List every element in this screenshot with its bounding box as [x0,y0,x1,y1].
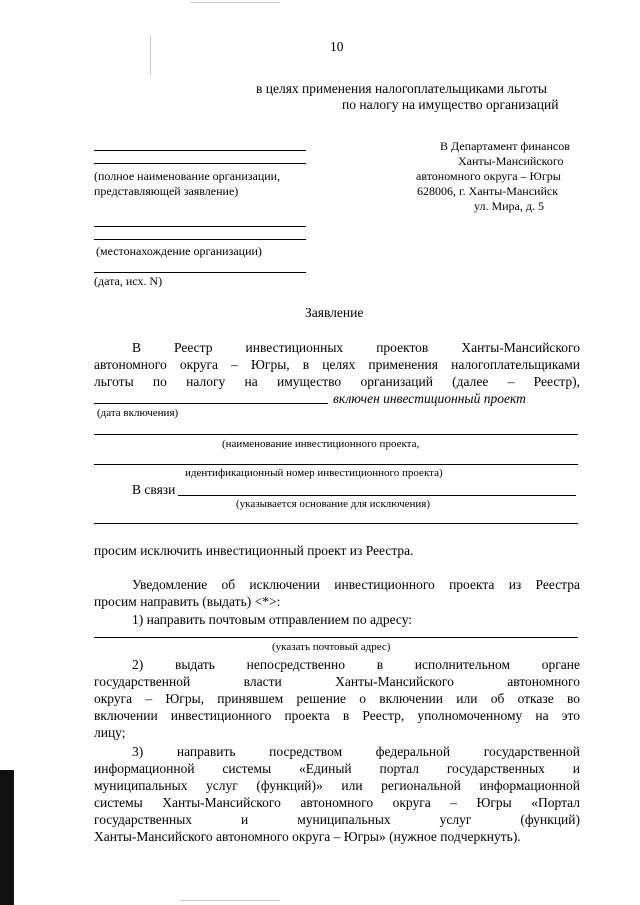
scan-artifact-left [150,35,151,75]
project-id-line [94,464,578,465]
notice-line: Уведомление об исключении инвестиционного проекта из Реестра [132,577,580,592]
addressee-line: Ханты-Мансийского [458,154,564,168]
project-id-caption: идентификационный номер инвестиционного проекта) [185,467,443,479]
location-line-2 [94,239,306,240]
option2-line: государственной власти Ханты-Мансийского автономного [94,674,580,689]
option2 [94,656,580,741]
option2-line: 2) выдать непосредственно в исполнительном органе [132,657,580,672]
page-number: 10 [330,39,344,54]
para1-line: В Реестр инвестиционных проектов Ханты-Мансийского [132,340,580,355]
addressee-line: В Департамент финансов [440,139,570,153]
location-caption: (местонахождение организации) [96,244,262,258]
scan-artifact-bottom [180,900,280,901]
reason-caption: (указывается основание для исключения) [236,498,430,510]
project-name-line [94,434,578,435]
org-name-caption [94,169,280,199]
postal-caption: (указать почтовый адрес) [272,641,391,653]
scan-artifact-top [190,2,280,3]
reason-line-2 [94,523,578,524]
inclusion-date-caption: (дата включения) [97,407,179,419]
notice-para [94,576,580,610]
org-name-line-2 [94,163,306,164]
option3-line: Ханты-Мансийского автономного округа – Югры» (нужное подчеркнуть). [94,829,521,844]
request-line: просим исключить инвестиционный проект из Реестра. [94,543,414,558]
option2-line: включении инвестиционного проекта в Реестр, уполномоченному на это [94,708,580,723]
date-line [94,272,306,273]
document-title: Заявление [305,305,364,320]
para1-line: автономного округа – Югры, в целях применения налогоплательщиками [94,357,580,372]
heading-line-2: по налогу на имущество организаций [342,97,559,112]
reason-line [178,495,576,496]
option3-line: муниципальных услуг (функций)» или региональной информационной [94,778,580,793]
option3-line: 3) направить посредством федеральной государственной [132,744,580,759]
notice-line: просим направить (выдать) <*>: [94,594,281,609]
included-text: включен инвестиционный проект [333,391,526,406]
option3-line: системы Ханты-Мансийского автономного округа – Югры «Портал [94,795,580,810]
para1-line: льготы по налогу на имущество организаций (далее – Реестр), [94,374,580,389]
inclusion-date-line [94,403,328,404]
option3-line: информационной системы «Единый портал государственных и [94,761,580,776]
org-name-caption-line: представляющей заявление) [94,184,239,198]
project-name-caption: (наименование инвестиционного проекта, [222,438,420,450]
option3-line: государственных и муниципальных услуг (функций) [94,812,580,827]
addressee-line: автономного округа – Югры [416,169,561,183]
org-name-caption-line: (полное наименование организации, [94,169,281,183]
option2-line: лицу; [94,725,126,740]
addressee-block [416,139,570,214]
date-caption: (дата, исх. N) [94,274,163,288]
location-line [94,226,306,227]
heading-line-1: в целях применения налогоплательщиками льготы [256,81,547,96]
option1: 1) направить почтовым отправлением по адресу: [132,612,413,627]
postal-line [94,637,578,638]
option3 [94,743,580,845]
option2-line: округа – Югры, принявшем решение о включении или об отказе во [94,691,580,706]
addressee-line: 628006, г. Ханты-Мансийск [417,184,559,198]
para1 [94,339,580,390]
addressee-line: ул. Мира, д. 5 [474,199,544,213]
due-to-label: В связи [132,482,176,497]
org-name-line [94,150,306,151]
scan-edge-bar [0,770,14,905]
